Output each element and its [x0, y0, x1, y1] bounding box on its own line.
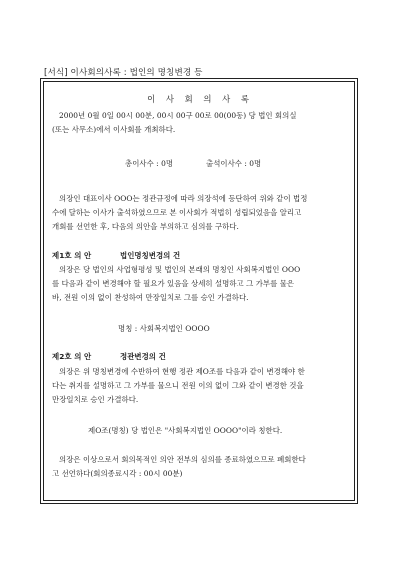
item2-heading-title: 정관변경의 건 — [120, 352, 166, 361]
item1-line-2: 를 다음과 같이 변경해야 할 필요가 있음을 상세히 설명하고 그 가부를 물은 — [52, 279, 295, 288]
opening-line-1: 의장인 대표이사 OOO는 정관규정에 따라 의장석에 등단하여 위와 같이 법정 — [59, 194, 308, 203]
item2-heading-number: 제2호 의 안 — [52, 352, 92, 361]
item2-line-1: 의장은 위 명칭변경에 수반하여 현행 정관 제O조를 다음과 같이 변경해야 한 — [59, 367, 305, 376]
opening-line-3: 개회를 선언한 후, 다음의 의안을 부의하고 심의를 구하다. — [52, 222, 239, 231]
present-directors: 출석이사수 : 0명 — [206, 159, 262, 168]
closing-line-1: 의장은 이상으로서 회의목적인 의안 전부의 심의를 종료하였으므로 폐회한다 — [59, 455, 306, 464]
opening-line-2: 수에 달하는 이사가 출석하였으므로 본 이사회가 적법히 성립되었음을 알리고 — [52, 208, 302, 217]
item2-line-3: 만장일치로 승인 가결하다. — [52, 395, 139, 404]
closing-line-2: 고 선언하다(회의종료시각 : 00시 00분) — [52, 469, 183, 478]
item1-heading-number: 제1호 의 안 — [52, 251, 92, 260]
intro-line-1: 2000년 0월 0일 00시 00분, 00시 00구 00로 00(00동) 당 법인 회의실 — [59, 111, 297, 120]
item2-line-2: 다는 취지를 설명하고 그 가부를 물으니 전원 이의 없이 그와 같이 변경한 것을 — [52, 381, 304, 390]
item1-name-line: 명칭 : 사회복지법인 OOOO — [118, 324, 210, 333]
document-title: 이 사 회 의 사 록 — [147, 94, 253, 104]
total-directors: 총이사수 : 0명 — [125, 159, 174, 168]
item1-heading-title: 법인명칭변경의 건 — [120, 251, 181, 260]
form-label: [서식] 이사회의사록 : 법인의 명칭변경 등 — [44, 68, 203, 78]
item1-line-3: 바, 전원 이의 없이 찬성하여 만장일치로 그를 승인 가결하다. — [52, 293, 249, 302]
item1-line-1: 의장은 당 법인의 사업형평성 및 법인의 본래의 명칭인 사회복지법인 OOO — [59, 265, 301, 274]
intro-line-2: (또는 사무소)에서 이사회를 개최하다. — [52, 125, 176, 134]
item2-article-line: 제O조(명칭) 당 법인은 "사회복지법인 OOOO"이라 칭한다. — [88, 426, 283, 435]
